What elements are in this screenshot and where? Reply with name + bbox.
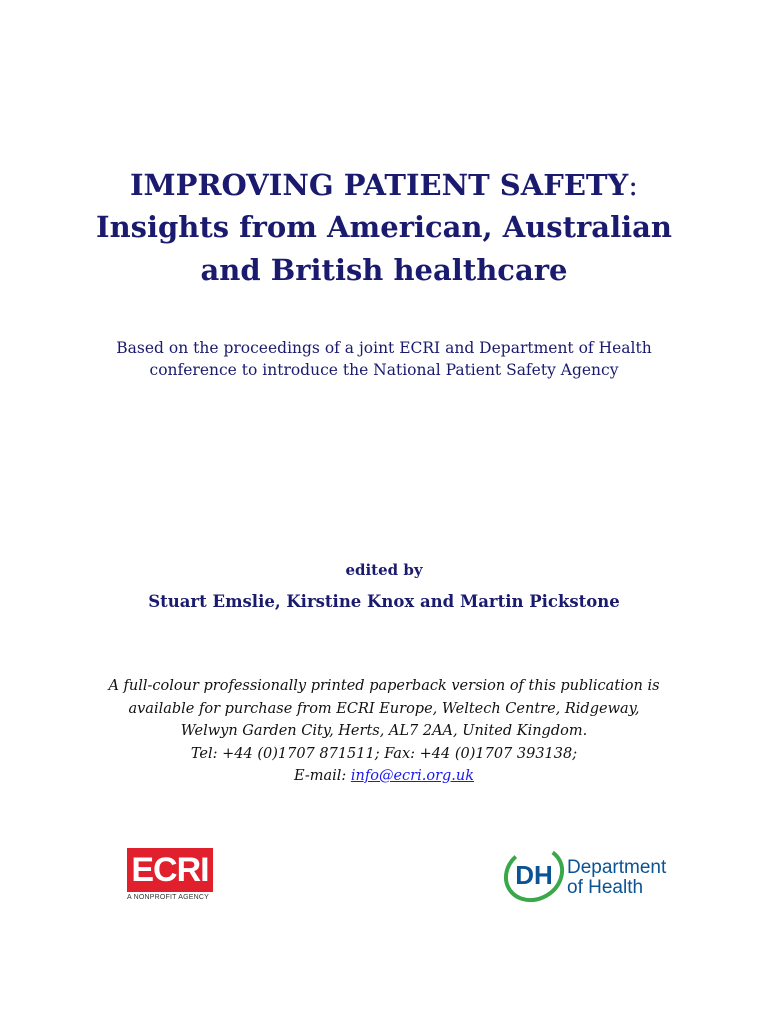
document-subtitle: [0, 337, 768, 381]
email-label: E-mail:: [293, 768, 351, 784]
dh-logo-line-1: Department: [567, 857, 667, 878]
ecri-logo-mark: ECRI: [127, 848, 213, 892]
title-line-3: and British healthcare: [200, 253, 568, 287]
ecri-logo-tagline: A NONPROFIT AGENCY: [127, 894, 210, 901]
purchase-line-3: Welwyn Garden City, Herts, AL7 2AA, United Kingdom.: [180, 723, 588, 739]
purchase-line-4: Tel: +44 (0)1707 871511; Fax: +44 (0)1707 393138;: [190, 745, 578, 762]
title-line-1: IMPROVING PATIENT SAFETY:: [129, 168, 638, 202]
purchase-email-line: [0, 765, 768, 788]
dh-logo-icon: [503, 846, 565, 902]
document-title: [0, 164, 768, 292]
department-of-health-logo: [503, 846, 688, 902]
editors-names: Stuart Emslie, Kirstine Knox and Martin Pickstone: [148, 592, 620, 611]
purchase-line-2: available for purchase from ECRI Europe, Weltech Centre, Ridgeway,: [128, 700, 640, 717]
dh-mark-text: DH: [515, 860, 553, 890]
dh-logo-text: [567, 858, 666, 898]
edited-by-label: edited by: [345, 561, 423, 579]
dh-logo-line-2: of Health: [567, 877, 644, 898]
purchase-line-1: A full-colour professionally printed paperback version of this publication is: [108, 678, 660, 694]
subtitle-line-1: Based on the proceedings of a joint ECRI and Department of Health: [116, 339, 652, 357]
purchase-info: [0, 675, 768, 788]
subtitle-line-2: conference to introduce the National Patient Safety Agency: [149, 361, 619, 379]
ecri-logo: [127, 848, 215, 901]
title-line-2: Insights from American, Australian: [96, 210, 672, 244]
email-link[interactable]: info@ecri.org.uk: [350, 768, 475, 784]
